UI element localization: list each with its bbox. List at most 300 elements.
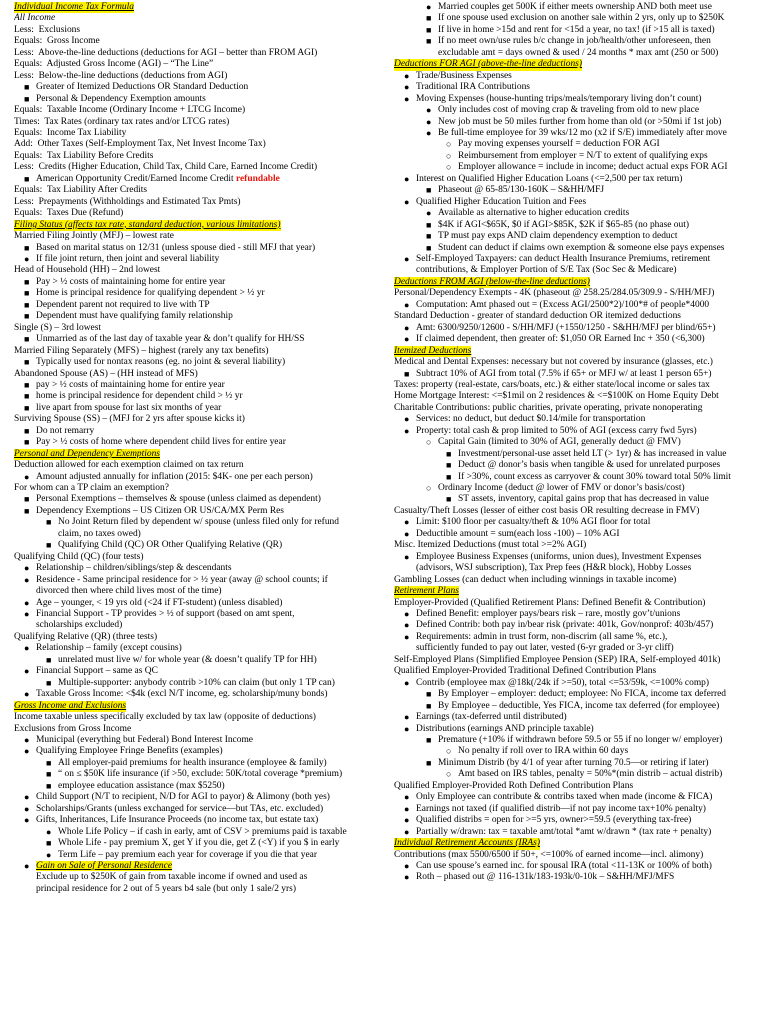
bullet-text: Scholarships/Grants (unless exchanged for service—but TAs, etc. excluded) xyxy=(36,803,324,814)
bullet-icon: ■ xyxy=(24,82,30,93)
bullet-icon: ● xyxy=(24,666,30,677)
bullet-icon: ■ xyxy=(46,757,52,768)
bullet-text: Can use spouse’s earned inc. for spousal IRA (total <11-13K or 100% of both) xyxy=(416,860,712,871)
bullet-icon: ■ xyxy=(426,185,432,196)
bullet-item xyxy=(394,243,764,254)
line-text: Qualifying Relative (QR) (three tests) xyxy=(14,631,158,642)
bullet-text: Moving Expenses (house-hunting trips/meals/temporary living don’t count) xyxy=(416,93,702,104)
bullet-item xyxy=(394,746,764,757)
bullet-text: live apart from spouse for last six months of year xyxy=(36,402,222,413)
bullet-text: Employee Business Expenses (uniforms, union dues), Investment Expenses xyxy=(416,551,702,562)
line-text: Equals: Adjusted Gross Income (AGI) – “The Line” xyxy=(14,59,214,70)
text-line xyxy=(394,357,764,368)
line-text: scholarships excluded) xyxy=(36,620,123,631)
bullet-item xyxy=(394,472,764,483)
bullet-text: Traditional IRA Contributions xyxy=(416,82,530,93)
bullet-text: Dependent parent not required to live with TP xyxy=(36,299,210,310)
bullet-text: Interest on Qualified Higher Education Loans (<=2,500 per tax return) xyxy=(416,173,683,184)
text-line xyxy=(394,288,764,299)
bullet-icon: ● xyxy=(404,723,410,734)
bullet-text: Amt based on IRS tables, penalty = 50%*(min distrib – actual distrib) xyxy=(458,769,723,780)
bullet-text: No Joint Return filed by dependent w/ spouse (unless filed only for refund xyxy=(58,517,339,528)
bullet-text: Computation: Amt phased out = (Excess AGI/2500*2)/100*# of people*4000 xyxy=(416,299,710,310)
bullet-text: employee education assistance (max $5250) xyxy=(58,780,225,791)
bullet-text: Defined Benefit: employer pays/bears risk – rare, mostly gov’t/unions xyxy=(416,609,681,620)
bullet-icon: ■ xyxy=(446,460,452,471)
bullet-item xyxy=(14,781,382,792)
bullet-icon: ● xyxy=(404,677,410,688)
bullet-item xyxy=(14,357,382,368)
bullet-text: If >30%, count excess as carryover & count 30% toward total 50% limit xyxy=(458,471,731,482)
bullet-item xyxy=(394,735,764,746)
bullet-icon: ■ xyxy=(426,231,432,242)
bullet-icon: ○ xyxy=(426,437,432,448)
bullet-text: Greater of Itemized Deductions OR Standard Deduction xyxy=(36,82,249,93)
text-line xyxy=(14,36,382,47)
line-text: Single (S) – 3rd lowest xyxy=(14,322,102,333)
continuation-line xyxy=(394,563,764,574)
section-heading xyxy=(14,449,382,460)
line-text: Equals: Tax Liability After Credits xyxy=(14,185,148,196)
bullet-item xyxy=(394,724,764,735)
line-text: Equals: Tax Liability Before Credits xyxy=(14,150,154,161)
bullet-text: Only includes cost of moving crap & traveling from old to new place xyxy=(438,105,700,116)
bullet-text: If live in home >15d and rent for <15d a year, no tax! (if >15 all is taxed) xyxy=(438,24,715,35)
bullet-item xyxy=(394,174,764,185)
bullet-item xyxy=(394,517,764,528)
bullet-text: If one spouse used exclusion on another sale within 2 yrs, only up to $250K xyxy=(438,13,725,24)
text-line xyxy=(394,391,764,402)
bullet-icon: ■ xyxy=(426,689,432,700)
bullet-icon: ● xyxy=(24,643,30,654)
bullet-item xyxy=(394,185,764,196)
bullet-text: $4K if AGI<$65K, $0 if AGI>$85K, $2K if $65-85 (no phase out) xyxy=(438,219,690,230)
bullet-text: Pay > ½ costs of home where dependent child lives for entire year xyxy=(36,437,286,448)
bullet-text: TP must pay exps AND claim dependency exemption to deduct xyxy=(438,231,678,242)
bullet-text: Home is principal residence for qualifying dependent > ½ yr xyxy=(36,288,265,299)
text-line xyxy=(14,712,382,723)
bullet-item xyxy=(14,437,382,448)
line-text: All Income xyxy=(14,13,56,24)
text-line xyxy=(394,311,764,322)
line-text: Exclusions from Gross Income xyxy=(14,723,132,734)
bullet-text: Child Support (N/T to recipient, N/D for AGI to payor) & Alimony (both yes) xyxy=(36,792,330,803)
line-text: Abandoned Spouse (AS) – (HH instead of MFS) xyxy=(14,368,198,379)
bullet-icon: ■ xyxy=(24,173,30,184)
bullet-item xyxy=(394,483,764,494)
bullet-text: American Opportunity Credit/Earned Income Credit xyxy=(36,173,236,184)
line-text: excludable amt = days owned & used / 24 months * max amt (250 or 500) xyxy=(438,47,719,58)
bullet-text: Amount adjusted annually for inflation (2015: $4K- one per each person) xyxy=(36,471,313,482)
line-text: Add: Other Taxes (Self-Employment Tax, Net Invest Income Tax) xyxy=(14,139,266,150)
bullet-text: Qualified distribs = open for >=5 yrs, owner>=59.5 (everything tax-free) xyxy=(416,815,692,826)
bullet-icon: ● xyxy=(404,803,410,814)
bullet-item xyxy=(394,552,764,563)
bullet-item xyxy=(14,827,382,838)
section-heading xyxy=(14,701,382,712)
section-heading xyxy=(394,586,764,597)
bullet-text: Gifts, Inheritances, Life Insurance Proceeds (no income tax, but estate tax) xyxy=(36,815,319,826)
line-text: principal residence for 2 out of 5 years b4 sale (but only 1 sale/2 yrs) xyxy=(36,883,296,894)
bullet-icon: ○ xyxy=(426,483,432,494)
text-line xyxy=(14,369,382,380)
bullet-icon: ■ xyxy=(24,276,30,287)
bullet-item xyxy=(394,529,764,540)
continuation-line xyxy=(14,586,382,597)
line-text: Self-Employed Plans (Simplified Employee Pension (SEP) IRA, Self-employed 401k) xyxy=(394,654,721,665)
line-text: Less: Exclusions xyxy=(14,24,81,35)
line-text: Personal/Dependency Exempts - 4K (phaseout @ 258.25/284.05/309.9 - S/HH/MFJ) xyxy=(394,288,715,299)
refundable-note: refundable xyxy=(235,173,280,184)
bullet-item xyxy=(394,769,764,780)
bullet-icon: ■ xyxy=(426,24,432,35)
bullet-icon: ■ xyxy=(24,242,30,253)
bullet-text: Employer allowance = include in income; deduct actual exps FOR AGI xyxy=(458,162,728,173)
bullet-icon: ● xyxy=(404,322,410,333)
bullet-text: If no meet own/use rules b/c change in job/health/other unforeseen, then xyxy=(438,36,711,47)
bullet-item xyxy=(394,678,764,689)
text-line xyxy=(14,13,382,24)
text-line xyxy=(14,346,382,357)
bullet-icon: ■ xyxy=(24,93,30,104)
bullet-icon: ■ xyxy=(24,494,30,505)
section-heading-text: Individual Income Tax Formula xyxy=(14,2,134,12)
bullet-text: Deductible amount = sum(each loss -100) – 10% AGI xyxy=(416,528,620,539)
bullet-item xyxy=(14,563,382,574)
bullet-item xyxy=(394,437,764,448)
line-text: Less: Credits (Higher Education, Child Tax, Child Care, Earned Income Credit) xyxy=(14,162,318,173)
bullet-text: Pay > ½ costs of maintaining home for entire year xyxy=(36,276,226,287)
bullet-icon: ○ xyxy=(446,139,452,150)
bullet-item xyxy=(394,151,764,162)
bullet-item xyxy=(14,804,382,815)
bullet-text: Minimum Distrib (by 4/1 of year after turning 70.5—or retiring if later) xyxy=(438,757,709,768)
bullet-text: Services: no deduct, but deduct $0.14/mile for transportation xyxy=(416,414,646,425)
section-heading xyxy=(394,838,764,849)
bullet-icon: ● xyxy=(46,849,52,860)
text-line xyxy=(394,666,764,677)
bullet-text: Phaseout @ 65-85/130-160K – S&HH/MFJ xyxy=(438,185,604,196)
bullet-icon: ■ xyxy=(404,368,410,379)
bullet-text: Ordinary Income (deduct @ lower of FMV or donor’s basis/cost) xyxy=(438,483,685,494)
bullet-text: Requirements: admin in trust form, non-discrim (all same %, etc.), xyxy=(416,631,668,642)
line-text: Income taxable unless specifically excluded by tax law (opposite of deductions) xyxy=(14,712,316,723)
line-text: Surviving Spouse (SS) – (MFJ for 2 yrs after spouse kicks it) xyxy=(14,414,245,425)
bullet-icon: ● xyxy=(24,735,30,745)
text-line xyxy=(394,781,764,792)
bullet-icon: ■ xyxy=(24,334,30,345)
bullet-icon: ● xyxy=(404,517,410,528)
bullet-item xyxy=(394,231,764,242)
bullet-text: Typically used for nontax reasons (eg. no joint & several liability) xyxy=(36,357,286,368)
bullet-item xyxy=(394,254,764,265)
continuation-line xyxy=(394,265,764,276)
bullet-item xyxy=(14,334,382,345)
continuation-line xyxy=(14,884,382,895)
bullet-item xyxy=(394,71,764,82)
bullet-icon: ● xyxy=(404,299,410,310)
continuation-line xyxy=(394,643,764,654)
bullet-text: Based on marital status on 12/31 (unless spouse died - still MFJ that year) xyxy=(36,242,316,253)
line-text: Taxes: property (real-estate, cars/boats, etc.) & either state/local income or sales tax xyxy=(394,379,710,390)
line-text: Less: Prepayments (Withholdings and Estimated Tax Pmts) xyxy=(14,196,241,207)
bullet-item xyxy=(14,838,382,849)
line-text: Equals: Gross Income xyxy=(14,36,100,47)
text-line xyxy=(394,403,764,414)
bullet-item xyxy=(394,632,764,643)
section-heading-text: Deductions FROM AGI (below-the-line deductions) xyxy=(394,276,590,287)
bullet-text: Reimbursement from employer = N/T to extent of qualifying exps xyxy=(458,150,708,161)
bullet-icon: ■ xyxy=(24,505,30,516)
bullet-item xyxy=(394,334,764,345)
line-text: Less: Above-the-line deductions (deductions for AGI – better than FROM AGI) xyxy=(14,47,318,58)
bullet-icon: ■ xyxy=(24,391,30,402)
bullet-text: Term Life – pay premium each year for coverage if you die that year xyxy=(58,849,318,860)
line-text: divorced then where child lives most of the time) xyxy=(36,586,222,597)
text-line xyxy=(14,139,382,150)
bullet-icon: ■ xyxy=(446,471,452,482)
bullet-item xyxy=(394,162,764,173)
text-line xyxy=(14,48,382,59)
text-line xyxy=(394,575,764,586)
bullet-icon: ■ xyxy=(24,299,30,310)
bullet-item xyxy=(14,277,382,288)
bullet-icon: ■ xyxy=(46,838,52,849)
bullet-item xyxy=(14,792,382,803)
text-line xyxy=(394,380,764,391)
line-text: Qualified Employer-Provided Roth Defined Contribution Plans xyxy=(394,780,634,791)
bullet-item xyxy=(14,174,382,185)
bullet-item xyxy=(14,517,382,528)
bullet-item xyxy=(394,861,764,872)
bullet-text: Dependent must have qualifying family relationship xyxy=(36,311,233,322)
line-text: Contributions (max 5500/6500 if 50+, <=100% of earned income—incl. alimony) xyxy=(394,849,704,860)
bullet-text: Whole Life Policy – if cash in early, amt of CSV > premiums paid is taxable xyxy=(58,826,347,837)
bullet-icon: ■ xyxy=(426,242,432,253)
bullet-icon: ■ xyxy=(46,517,52,528)
bullet-item xyxy=(14,769,382,780)
bullet-text: By Employee – deductible, Yes FICA, income tax deferred (for employee) xyxy=(438,700,720,711)
bullet-icon: ● xyxy=(404,712,410,723)
bullet-item xyxy=(14,609,382,620)
line-text: Deduction allowed for each exemption claimed on tax return xyxy=(14,460,244,471)
bullet-text: Partially w/drawn: tax = taxable amt/total *amt w/drawn * (tax rate + penalty) xyxy=(416,826,712,837)
bullet-item xyxy=(14,655,382,666)
bullet-item xyxy=(394,139,764,150)
text-line xyxy=(14,128,382,139)
bullet-item xyxy=(14,311,382,322)
bullet-text: Student can deduct if claims own exemption & someone else pays expenses xyxy=(438,242,725,253)
bullet-text: Pay moving expenses yourself = deduction FOR AGI xyxy=(458,139,660,150)
text-line xyxy=(14,460,382,471)
line-text: Employer-Provided (Qualified Retirement Plans: Defined Benefit & Contribution) xyxy=(394,597,706,608)
text-line xyxy=(14,552,382,563)
bullet-text: Premature (+10% if withdrawn before 59.5 or 55 if no longer w/ employer) xyxy=(438,735,723,745)
bullet-icon: ● xyxy=(24,574,30,585)
bullet-text: If claimed dependent, then greater of: $1,050 OR Earned Inc + 350 (<6,300) xyxy=(416,334,705,345)
bullet-item xyxy=(394,300,764,311)
line-text: claim, no taxes owed) xyxy=(58,528,141,539)
bullet-item xyxy=(394,117,764,128)
line-text: Qualifying Child (QC) (four tests) xyxy=(14,551,144,562)
text-line xyxy=(14,197,382,208)
section-heading xyxy=(394,59,764,70)
bullet-text: Dependency Exemptions – US Citizen OR US/CA/MX Perm Res xyxy=(36,505,284,516)
bullet-item xyxy=(394,712,764,723)
bullet-item xyxy=(14,746,382,757)
bullet-icon: ● xyxy=(404,792,410,803)
bullet-item xyxy=(394,94,764,105)
section-heading-text: Gross Income and Exclusions xyxy=(14,700,127,711)
bullet-item xyxy=(14,861,382,872)
bullet-text: Multiple-supporter: anybody contrib >10% can claim (but only 1 TP can) xyxy=(58,677,335,688)
bullet-item xyxy=(394,369,764,380)
text-line xyxy=(394,850,764,861)
bullet-text: Personal Exemptions – themselves & spouse (unless claimed as dependent) xyxy=(36,494,321,505)
bullet-icon: ● xyxy=(24,563,30,574)
bullet-icon: ● xyxy=(404,620,410,631)
right-column xyxy=(394,2,764,1024)
bullet-icon: ● xyxy=(426,127,432,138)
text-line xyxy=(14,162,382,173)
bullet-text: Deduct @ donor’s basis when tangible & used for unrelated purposes xyxy=(458,460,721,471)
line-text: Less: Below-the-line deductions (deductions from AGI) xyxy=(14,70,228,81)
bullet-icon: ■ xyxy=(24,437,30,448)
bullet-text: Contrib (employee max @18k(/24k if >=50), total <=53/59k, <=100% comp) xyxy=(416,677,710,688)
bullet-text: Limit: $100 floor per casualty/theft & 10% AGI floor for total xyxy=(416,517,651,528)
line-text: sufficiently funded to pay out later, vested (6-yr graded or 3-yr cliff) xyxy=(416,643,674,654)
bullet-icon: ● xyxy=(404,334,410,345)
bullet-icon: ■ xyxy=(446,448,452,459)
bullet-icon: ○ xyxy=(446,769,452,780)
bullet-item xyxy=(14,94,382,105)
bullet-text: Taxable Gross Income: <$4k (excl N/T income, eg. scholarship/muny bonds) xyxy=(36,689,328,700)
bullet-icon: ■ xyxy=(426,13,432,24)
text-line xyxy=(14,151,382,162)
bullet-icon: ● xyxy=(426,2,432,12)
text-line xyxy=(14,724,382,735)
bullet-item xyxy=(14,300,382,311)
line-text: Times: Tax Rates (ordinary tax rates and/or LTCG rates) xyxy=(14,116,230,127)
text-line xyxy=(14,414,382,425)
bullet-icon: ● xyxy=(404,528,410,539)
bullet-item xyxy=(14,472,382,483)
bullet-item xyxy=(14,643,382,654)
bullet-item xyxy=(14,403,382,414)
bullet-item xyxy=(394,494,764,505)
bullet-text: Roth – phased out @ 116-131k/183-193k/0-10k – S&HH/MFJ/MFS xyxy=(416,872,675,883)
bullet-icon: ● xyxy=(24,253,30,264)
bullet-icon: ■ xyxy=(24,288,30,299)
section-heading xyxy=(14,2,382,13)
bullet-item xyxy=(14,82,382,93)
text-line xyxy=(14,117,382,128)
bullet-icon: ● xyxy=(404,872,410,883)
bullet-item xyxy=(14,678,382,689)
bullet-item xyxy=(14,598,382,609)
bullet-icon: ● xyxy=(24,689,30,700)
bullet-text: Municipal (everything but Federal) Bond Interest Income xyxy=(36,735,253,745)
section-heading-text: Deductions FOR AGI (above-the-line deductions) xyxy=(394,59,582,70)
bullet-icon: ■ xyxy=(46,677,52,688)
bullet-text: unrelated must live w/ for whole year (& doesn’t qualify TP for HH) xyxy=(58,654,317,665)
bullet-item xyxy=(14,850,382,861)
bullet-text: Personal & Dependency Exemption amounts xyxy=(36,93,206,104)
bullet-item xyxy=(394,689,764,700)
bullet-item xyxy=(394,323,764,334)
bullet-text: Relationship – children/siblings/step & descendants xyxy=(36,563,232,574)
bullet-icon: ● xyxy=(24,597,30,608)
bullet-icon: ■ xyxy=(24,357,30,368)
bullet-icon: ■ xyxy=(426,757,432,768)
bullet-icon: ■ xyxy=(426,219,432,230)
section-heading-text: Filing Status (affects tax rate, standard deduction, various limitations) xyxy=(14,219,281,230)
bullet-item xyxy=(394,449,764,460)
bullet-item xyxy=(394,220,764,231)
bullet-icon: ● xyxy=(24,471,30,482)
bullet-text: Distributions (earnings AND principle taxable) xyxy=(416,723,594,734)
bullet-icon: ■ xyxy=(24,402,30,413)
bullet-text: Residence - Same principal residence for > ½ year (away @ school counts; if xyxy=(36,574,328,585)
bullet-text: home is principal residence for dependent child > ½ yr xyxy=(36,391,243,402)
line-text: Medical and Dental Expenses: necessary but not covered by insurance (glasses, etc.) xyxy=(394,357,713,368)
text-line xyxy=(14,25,382,36)
text-line xyxy=(394,540,764,551)
line-text: Equals: Taxable Income (Ordinary Income + LTCG Income) xyxy=(14,105,246,116)
line-text: Misc. Itemized Deductions (must total >=2% AGI) xyxy=(394,540,587,551)
bullet-icon: ● xyxy=(24,860,30,871)
bullet-item xyxy=(14,689,382,700)
bullet-icon: ● xyxy=(404,82,410,93)
bullet-icon: ■ xyxy=(24,425,30,436)
text-line xyxy=(394,506,764,517)
bullet-text: By Employer – employer: deduct; employee: No FICA, income tax deferred xyxy=(438,689,727,700)
line-text: Home Mortgage Interest: <=$1mil on 2 residences & <=$100K on Home Equity Debt xyxy=(394,391,719,402)
section-heading xyxy=(394,346,764,357)
bullet-item xyxy=(394,128,764,139)
bullet-item xyxy=(14,288,382,299)
bullet-text: Financial Support - TP provides > ½ of support (based on amt spent, xyxy=(36,609,295,620)
section-heading-text: Individual Retirement Accounts (IRAs) xyxy=(394,838,540,849)
bullet-item xyxy=(14,815,382,826)
bullet-item xyxy=(394,105,764,116)
bullet-text: Defined Contrib: both pay in/bear risk (private: 401k, Gov/nonprof: 403b/457) xyxy=(416,620,714,631)
bullet-text: Earnings not taxed (if qualified distrib—if not pay income tax+10% penalty) xyxy=(416,803,706,814)
section-heading-text: Itemized Deductions xyxy=(394,345,472,356)
line-text: Equals: Taxes Due (Refund) xyxy=(14,208,124,219)
bullet-text: Self-Employed Taxpayers: can deduct Health Insurance Premiums, retirement xyxy=(416,253,711,264)
line-text: (advisors, WSJ subscription), Tax Prep fees (H&R block), Hobby Losses xyxy=(416,563,692,574)
bullet-icon: ■ xyxy=(426,735,432,745)
bullet-icon: ■ xyxy=(46,769,52,780)
bullet-text: All employer-paid premiums for health insurance (employee & family) xyxy=(58,757,327,768)
bullet-item xyxy=(394,804,764,815)
bullet-item xyxy=(394,2,764,13)
bullet-item xyxy=(394,609,764,620)
bullet-item xyxy=(394,36,764,47)
text-line xyxy=(14,105,382,116)
bullet-item xyxy=(14,380,382,391)
bullet-icon: ○ xyxy=(446,150,452,161)
bullet-item xyxy=(394,872,764,883)
bullet-icon: ■ xyxy=(24,379,30,390)
bullet-item xyxy=(14,735,382,746)
bullet-icon: ● xyxy=(404,551,410,562)
bullet-icon: ● xyxy=(46,826,52,837)
bullet-item xyxy=(394,460,764,471)
bullet-icon: ● xyxy=(24,609,30,620)
continuation-line xyxy=(14,620,382,631)
